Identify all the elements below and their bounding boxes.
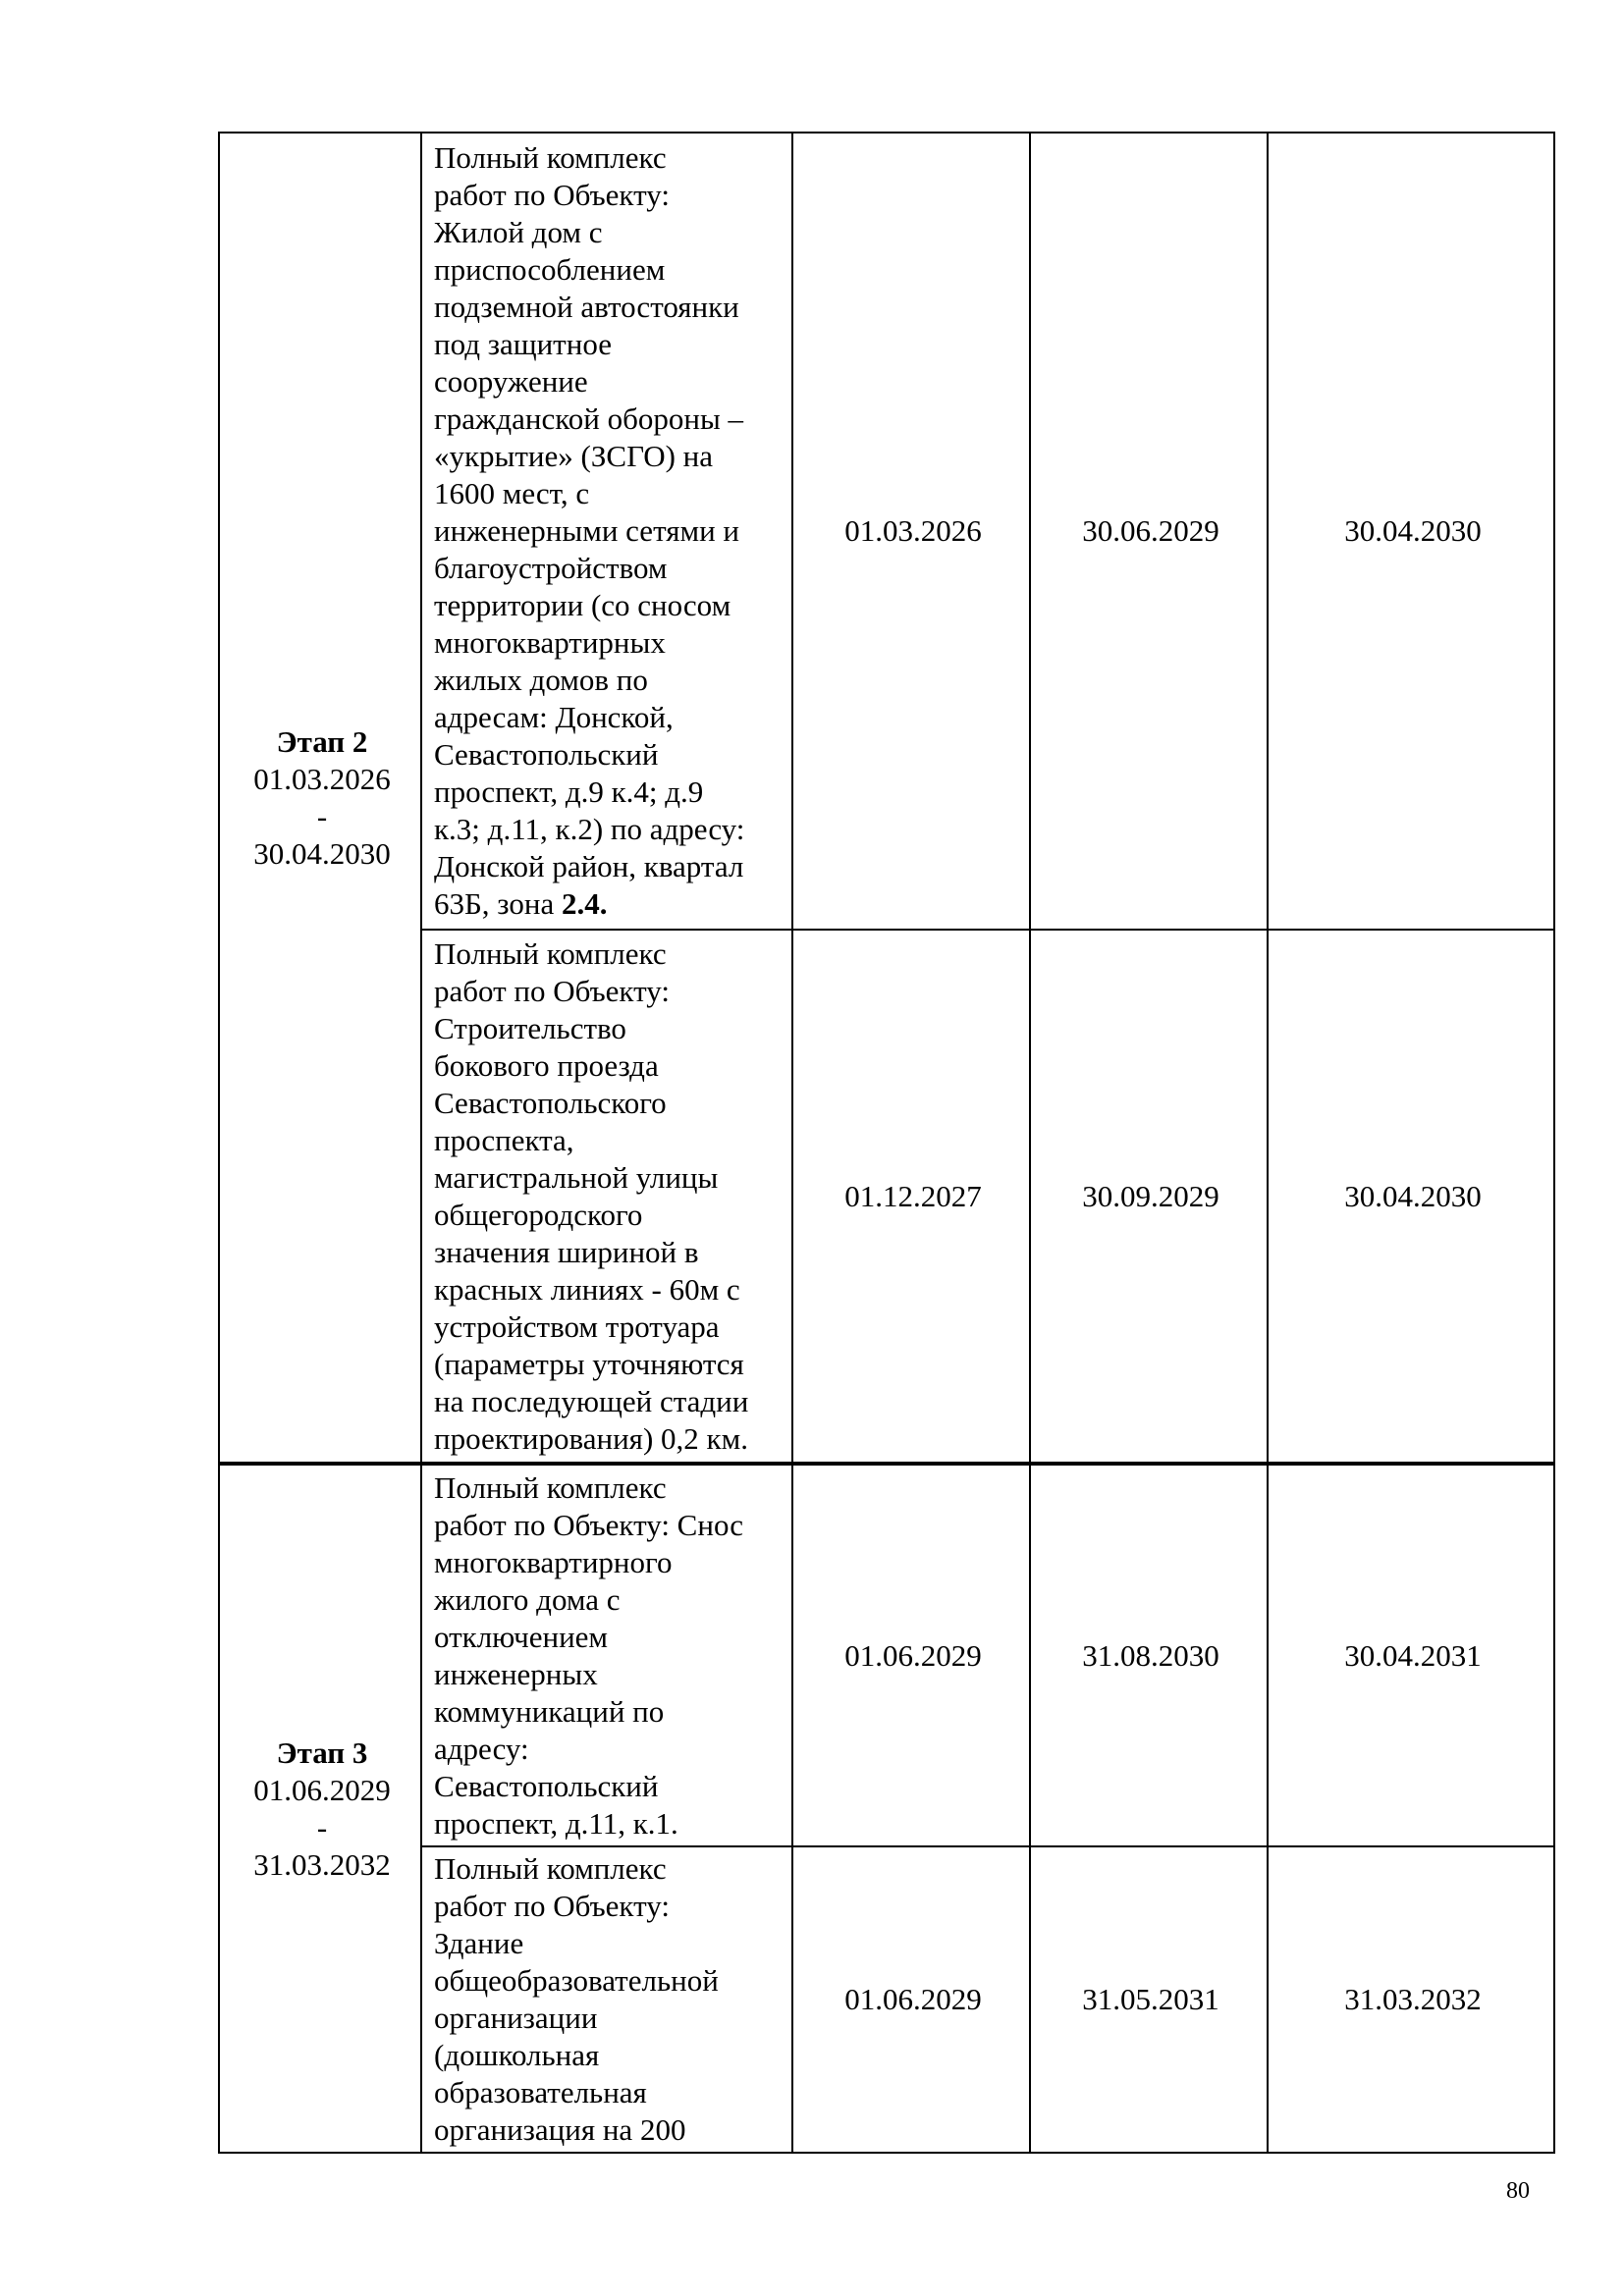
- description-line: Здание: [434, 1926, 524, 1960]
- description-line: образовательная: [434, 2075, 647, 2109]
- construction-end-date-cell: 31.08.2030: [1030, 1464, 1268, 1846]
- description-line: общеобразовательной: [434, 1963, 719, 1998]
- stage-end-date: 30.04.2030: [253, 835, 391, 871]
- description-line: общегородского: [434, 1197, 643, 1232]
- start-date-cell: 01.03.2026: [792, 133, 1030, 930]
- description-line: инженерных: [434, 1656, 598, 1691]
- description-line: магистральной улицы: [434, 1159, 719, 1195]
- zone-number: 2.4.: [561, 886, 608, 921]
- description-line: подземной автостоянки: [434, 290, 739, 324]
- description-line: к.3; д.11, к.2) по адресу:: [434, 812, 745, 846]
- description-line: бокового проезда: [434, 1047, 659, 1083]
- stage-start-date: 01.06.2029: [253, 1772, 391, 1807]
- stage-date-separator: -: [316, 1809, 328, 1844]
- table-row: [219, 133, 1554, 930]
- description-line: Севастопольский: [434, 737, 659, 772]
- description-line: Полный комплекс: [434, 1469, 667, 1505]
- description-line-last: [434, 885, 784, 923]
- description-line: на последующей стадии: [434, 1383, 749, 1418]
- description-line: проспект, д.11, к.1.: [434, 1805, 678, 1841]
- description-line: работ по Объекту:: [434, 1889, 670, 1923]
- description-line: отключением: [434, 1619, 609, 1654]
- description-line: работ по Объекту: Снос: [434, 1507, 743, 1542]
- stage-title: Этап 3: [276, 1735, 368, 1770]
- construction-end-date-cell: 31.05.2031: [1030, 1846, 1268, 2153]
- description-line: красных линиях - 60м с: [434, 1271, 740, 1307]
- stage-cell: [219, 1464, 421, 2153]
- description-line: значения шириной в: [434, 1234, 699, 1269]
- description-line: проектирования) 0,2 км.: [434, 1420, 748, 1456]
- completion-date-cell: 30.04.2030: [1268, 930, 1554, 1464]
- description-line: устройством тротуара: [434, 1308, 720, 1344]
- description-line: территории (со сносом: [434, 588, 731, 622]
- stage-end-date: 31.03.2032: [253, 1846, 391, 1882]
- description-line: адресу:: [434, 1731, 529, 1766]
- description-line: проспект, д.9 к.4; д.9: [434, 774, 704, 809]
- completion-date-cell: 31.03.2032: [1268, 1846, 1554, 2153]
- description-line: Строительство: [434, 1010, 626, 1045]
- description-line: многоквартирного: [434, 1544, 673, 1579]
- description-line: Севастопольский: [434, 1768, 659, 1803]
- description-line: Полный комплекс: [434, 1851, 667, 1886]
- description-text: 63Б, зона: [434, 886, 562, 921]
- stage-title: Этап 2: [276, 723, 368, 759]
- description-line: Жилой дом с: [434, 215, 603, 249]
- stage-start-date: 01.03.2026: [253, 761, 391, 796]
- description-line: сооружение: [434, 364, 588, 399]
- description-line: Полный комплекс: [434, 140, 667, 175]
- construction-end-date-cell: 30.06.2029: [1030, 133, 1268, 930]
- work-description: [421, 1846, 792, 2153]
- page-number: 80: [1506, 2178, 1530, 2204]
- description-line: жилого дома с: [434, 1581, 621, 1617]
- description-line: 1600 мест, с: [434, 476, 590, 510]
- start-date-cell: 01.06.2029: [792, 1846, 1030, 2153]
- description-line: (дошкольная: [434, 2038, 600, 2072]
- schedule-table: [218, 132, 1555, 2154]
- description-line: работ по Объекту:: [434, 178, 670, 212]
- description-line: адресам: Донской,: [434, 700, 674, 734]
- description-line: под защитное: [434, 327, 612, 361]
- stage-cell: [219, 133, 421, 1464]
- description-line: работ по Объекту:: [434, 973, 670, 1008]
- description-line: организация на 200: [434, 2112, 686, 2147]
- description-line: коммуникаций по: [434, 1693, 665, 1729]
- work-description: [421, 1464, 792, 1846]
- construction-end-date-cell: 30.09.2029: [1030, 930, 1268, 1464]
- completion-date-cell: 30.04.2031: [1268, 1464, 1554, 1846]
- description-line: благоустройством: [434, 551, 668, 585]
- description-line: (параметры уточняются: [434, 1346, 744, 1381]
- description-line: многоквартирных: [434, 625, 666, 660]
- table-row: [219, 1464, 1554, 1846]
- work-description: [421, 133, 792, 930]
- stage-date-separator: -: [316, 798, 328, 833]
- description-line: жилых домов по: [434, 663, 648, 697]
- completion-date-cell: 30.04.2030: [1268, 133, 1554, 930]
- description-line: «укрытие» (ЗСГО) на: [434, 439, 714, 473]
- description-line: Севастопольского: [434, 1085, 667, 1120]
- description-line: проспекта,: [434, 1122, 574, 1157]
- description-line: гражданской обороны –: [434, 401, 744, 436]
- description-line: Донской район, квартал: [434, 849, 744, 883]
- start-date-cell: 01.06.2029: [792, 1464, 1030, 1846]
- start-date-cell: 01.12.2027: [792, 930, 1030, 1464]
- work-description: [421, 930, 792, 1464]
- description-line: инженерными сетями и: [434, 513, 740, 548]
- description-line: приспособлением: [434, 252, 666, 287]
- description-line: Полный комплекс: [434, 935, 667, 971]
- description-line: организации: [434, 2001, 598, 2035]
